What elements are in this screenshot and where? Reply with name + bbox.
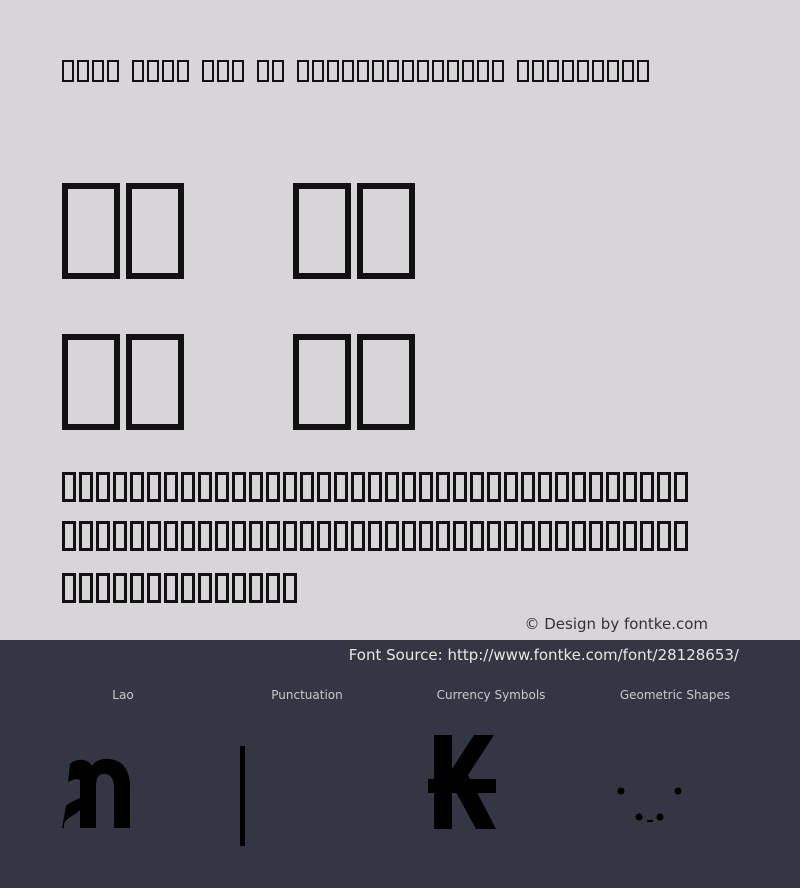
missing-glyph-box (198, 573, 212, 603)
punctuation-glyph-sample (240, 746, 245, 846)
missing-glyph-box (130, 521, 144, 551)
missing-glyph-box (107, 60, 119, 82)
missing-glyph-box (637, 60, 649, 82)
missing-glyph-box (419, 521, 433, 551)
missing-glyph-box (477, 60, 489, 82)
missing-glyph-box (436, 521, 450, 551)
missing-glyph-box (162, 60, 174, 82)
missing-glyph-box (453, 472, 467, 502)
missing-glyph-box (517, 60, 529, 82)
missing-glyph-box (436, 472, 450, 502)
currency-glyph-sample (428, 735, 498, 829)
missing-glyph-box (79, 573, 93, 603)
missing-glyph-box (62, 334, 120, 430)
missing-glyph-box (300, 521, 314, 551)
missing-glyph-box (555, 472, 569, 502)
missing-glyph-box (249, 521, 263, 551)
missing-glyph-box (283, 521, 297, 551)
missing-glyph-box (606, 472, 620, 502)
missing-glyph-box (607, 60, 619, 82)
missing-glyph-box (432, 60, 444, 82)
missing-glyph-box (385, 472, 399, 502)
missing-glyph-box (402, 521, 416, 551)
missing-glyph-box (130, 573, 144, 603)
preview-paragraph-line (62, 472, 691, 502)
missing-glyph-box (181, 472, 195, 502)
missing-glyph-box (283, 573, 297, 603)
missing-glyph-box (640, 472, 654, 502)
missing-glyph-box (297, 60, 309, 82)
preview-large-line (62, 183, 421, 279)
missing-glyph-box (538, 521, 552, 551)
missing-glyph-box (402, 472, 416, 502)
geometric-shapes-glyph-sample (612, 782, 692, 827)
missing-glyph-box (232, 60, 244, 82)
missing-glyph-box (62, 183, 120, 279)
missing-glyph-box (462, 60, 474, 82)
missing-glyph-box (96, 573, 110, 603)
category-label-geometric-shapes: Geometric Shapes (619, 688, 731, 702)
missing-glyph-box (317, 472, 331, 502)
missing-glyph-box (113, 521, 127, 551)
missing-glyph-box (293, 334, 351, 430)
missing-glyph-box (293, 183, 351, 279)
design-credit: © Design by fontke.com (524, 615, 708, 633)
missing-glyph-box (266, 573, 280, 603)
missing-glyph-box (215, 472, 229, 502)
missing-glyph-box (357, 183, 415, 279)
missing-glyph-box (657, 521, 671, 551)
lao-glyph-sample (62, 758, 132, 830)
missing-glyph-box (622, 60, 634, 82)
missing-glyph-box (249, 573, 263, 603)
missing-glyph-box (96, 472, 110, 502)
missing-glyph-box (674, 521, 688, 551)
missing-glyph-box (538, 472, 552, 502)
missing-glyph-box (504, 472, 518, 502)
missing-glyph-box (372, 60, 384, 82)
missing-glyph-box (674, 472, 688, 502)
missing-glyph-box (589, 521, 603, 551)
missing-glyph-box (79, 521, 93, 551)
missing-glyph-box (547, 60, 559, 82)
missing-glyph-box (368, 521, 382, 551)
missing-glyph-box (232, 573, 246, 603)
missing-glyph-box (419, 472, 433, 502)
preview-title-line (62, 60, 652, 82)
missing-glyph-box (572, 472, 586, 502)
missing-glyph-box (562, 60, 574, 82)
category-label-currency-symbols: Currency Symbols (436, 688, 546, 702)
missing-glyph-box (521, 521, 535, 551)
missing-glyph-box (417, 60, 429, 82)
missing-glyph-box (334, 521, 348, 551)
missing-glyph-box (113, 472, 127, 502)
missing-glyph-box (470, 472, 484, 502)
missing-glyph-box (447, 60, 459, 82)
missing-glyph-box (504, 521, 518, 551)
missing-glyph-box (62, 521, 76, 551)
preview-paragraph-line (62, 573, 300, 603)
missing-glyph-box (62, 573, 76, 603)
missing-glyph-box (487, 521, 501, 551)
missing-glyph-box (147, 521, 161, 551)
missing-glyph-box (272, 60, 284, 82)
missing-glyph-box (132, 60, 144, 82)
category-label-lao: Lao (112, 688, 134, 702)
missing-glyph-box (327, 60, 339, 82)
missing-glyph-box (606, 521, 620, 551)
missing-glyph-box (357, 334, 415, 430)
missing-glyph-box (164, 521, 178, 551)
missing-glyph-box (147, 60, 159, 82)
missing-glyph-box (351, 521, 365, 551)
missing-glyph-box (387, 60, 399, 82)
missing-glyph-box (126, 183, 184, 279)
missing-glyph-box (351, 472, 365, 502)
missing-glyph-box (577, 60, 589, 82)
font-source-link[interactable]: Font Source: http://www.fontke.com/font/28128653/ (348, 646, 739, 664)
missing-glyph-box (215, 521, 229, 551)
missing-glyph-box (249, 472, 263, 502)
missing-glyph-box (283, 472, 297, 502)
missing-glyph-box (317, 521, 331, 551)
missing-glyph-box (589, 472, 603, 502)
missing-glyph-box (202, 60, 214, 82)
missing-glyph-box (385, 521, 399, 551)
missing-glyph-box (217, 60, 229, 82)
missing-glyph-box (96, 521, 110, 551)
missing-glyph-box (79, 472, 93, 502)
missing-glyph-box (92, 60, 104, 82)
missing-glyph-box (266, 472, 280, 502)
missing-glyph-box (77, 60, 89, 82)
missing-glyph-box (312, 60, 324, 82)
missing-glyph-box (126, 334, 184, 430)
missing-glyph-box (492, 60, 504, 82)
missing-glyph-box (257, 60, 269, 82)
missing-glyph-box (532, 60, 544, 82)
missing-glyph-box (215, 573, 229, 603)
missing-glyph-box (232, 472, 246, 502)
missing-glyph-box (572, 521, 586, 551)
missing-glyph-box (334, 472, 348, 502)
missing-glyph-box (62, 60, 74, 82)
missing-glyph-box (555, 521, 569, 551)
missing-glyph-box (266, 521, 280, 551)
missing-glyph-box (640, 521, 654, 551)
missing-glyph-box (181, 521, 195, 551)
missing-glyph-box (147, 573, 161, 603)
missing-glyph-box (130, 472, 144, 502)
missing-glyph-box (62, 472, 76, 502)
preview-large-line (62, 334, 421, 430)
missing-glyph-box (181, 573, 195, 603)
missing-glyph-box (198, 521, 212, 551)
missing-glyph-box (368, 472, 382, 502)
missing-glyph-box (147, 472, 161, 502)
missing-glyph-box (300, 472, 314, 502)
missing-glyph-box (232, 521, 246, 551)
missing-glyph-box (487, 472, 501, 502)
missing-glyph-box (402, 60, 414, 82)
missing-glyph-box (113, 573, 127, 603)
missing-glyph-box (357, 60, 369, 82)
missing-glyph-box (470, 521, 484, 551)
preview-paragraph-line (62, 521, 691, 551)
missing-glyph-box (342, 60, 354, 82)
missing-glyph-box (592, 60, 604, 82)
category-label-punctuation: Punctuation (271, 688, 343, 702)
missing-glyph-box (164, 573, 178, 603)
missing-glyph-box (657, 472, 671, 502)
missing-glyph-box (623, 472, 637, 502)
missing-glyph-box (198, 472, 212, 502)
missing-glyph-box (453, 521, 467, 551)
missing-glyph-box (164, 472, 178, 502)
missing-glyph-box (177, 60, 189, 82)
missing-glyph-box (521, 472, 535, 502)
missing-glyph-box (623, 521, 637, 551)
